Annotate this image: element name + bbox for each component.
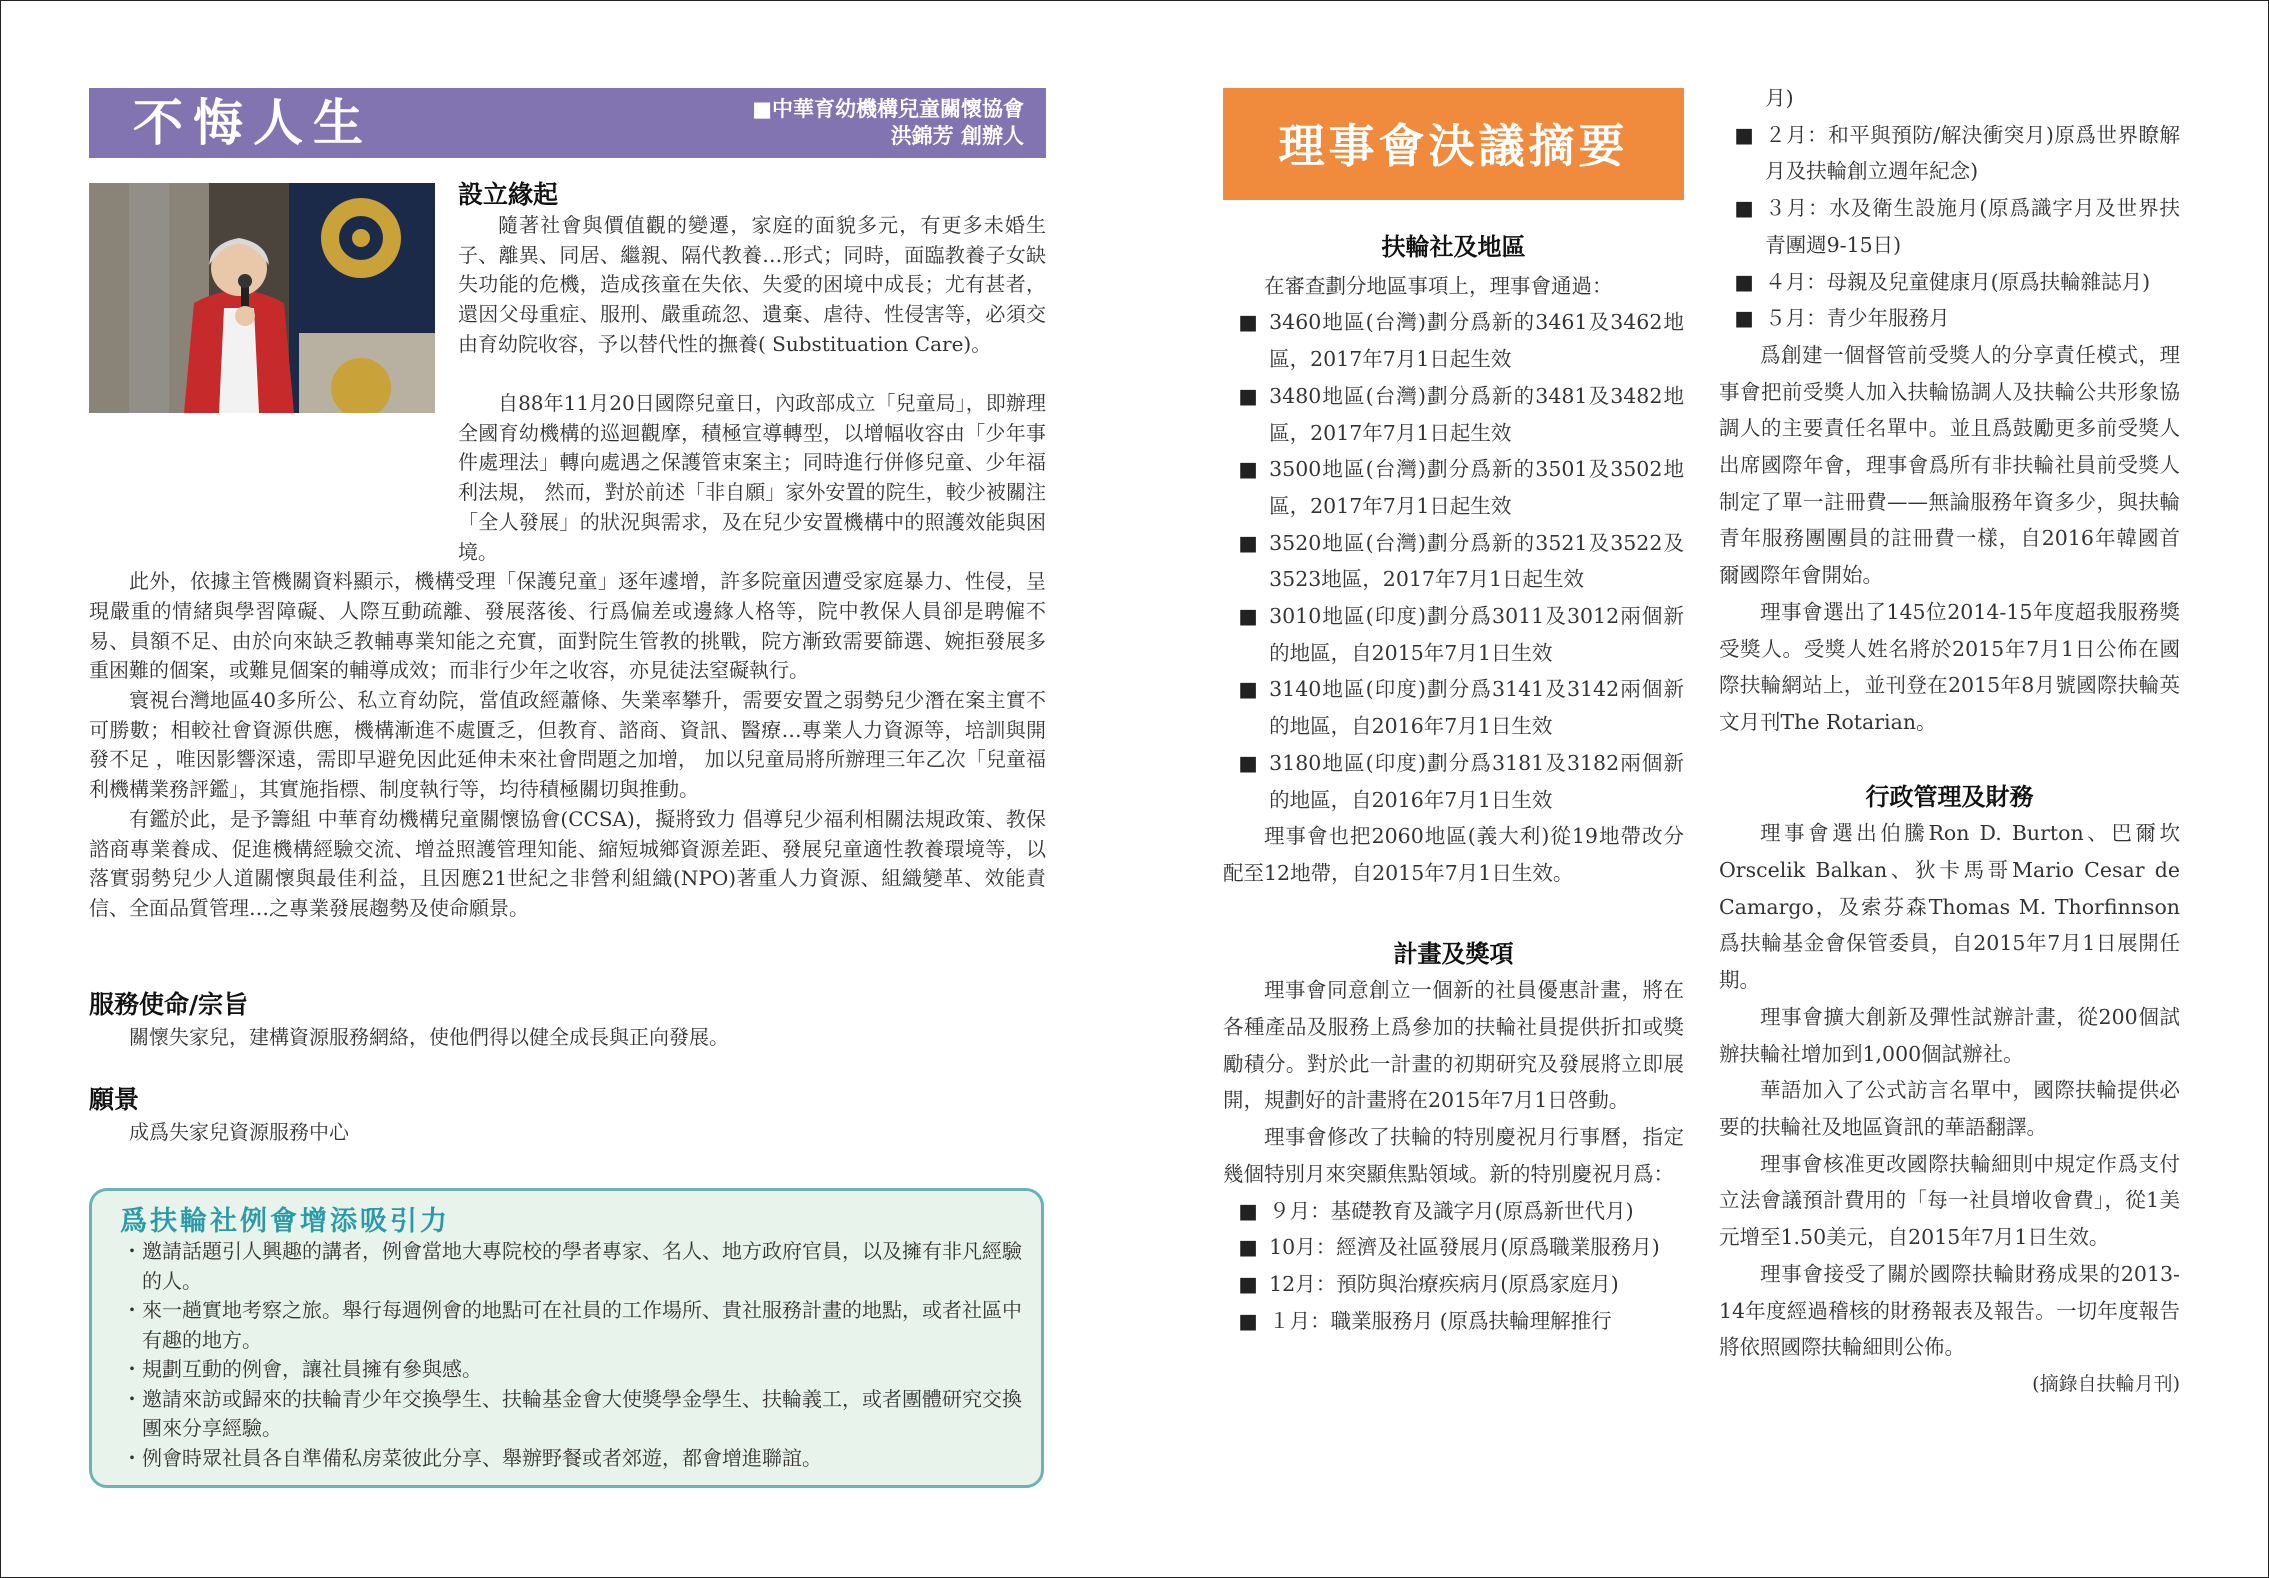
tips-title: 爲扶輪社例會增添吸引力 — [120, 1206, 450, 1237]
para-alumni: 爲創建一個督管前受獎人的分享責任模式，理事會把前受獎人加入扶輪協調人及扶輪公共形象協調人的主要責任名單中。並且爲鼓勵更多前受獎人出席國際年會，理事會爲所有非扶輪社員前受獎人制定了單一註冊費——無論服務年資多少，與扶輪青年服務團團員的註冊費一樣，自2016年韓國首爾國際年會開始。 — [1719, 342, 2180, 588]
tip-item: ・來一趟實地考察之旅。舉行每週例會的地點可在社員的工作場所、貴社服務計畫的地點，或者社區中有趣的地方。 — [122, 1298, 1022, 1352]
para-district-2060: 理事會也把2060地區(義大利)從19地帶改分配至12地帶，自2015年7月1日生效。 — [1223, 824, 1684, 885]
tip-item: ・邀請話題引人興趣的講者，例會當地大專院校的學者專家、名人、地方政府官員，以及擁有非凡經驗的人。 — [122, 1239, 1022, 1293]
month-item: ■ ４月：母親及兒童健康月(原爲扶輪雜誌月) — [1719, 264, 2180, 301]
tip-item: ・例會時眾社員各自準備私房菜彼此分享、舉辦野餐或者郊遊，都會增進聯誼。 — [122, 1445, 822, 1470]
board-column-2 — [1719, 80, 2180, 1403]
subheading-programs-awards: 計畫及獎項 — [1393, 939, 1514, 968]
author-block — [752, 96, 1024, 150]
tip-item: ・邀請來訪或歸來的扶輪青少年交換學生、扶輪基金會大使獎學金學生、扶輪義工，或者團體研究交換團來分享經驗。 — [122, 1386, 1022, 1440]
para-per-capita-fee: 理事會核准更改國際扶輪細則中規定作爲支付立法會議預計費用的「每一社員增收會費」，從1美元增至1.50美元，自2015年7月1日生效。 — [1719, 1151, 2180, 1250]
board-column-1 — [1223, 229, 1684, 1339]
month-item-continued: 月) — [1765, 86, 1794, 110]
para-origin-4: 寰視台灣地區40多所公、私立育幼院，當值政經蕭條、失業率攀升，需要安置之弱勢兒少潛在案主實不可勝數；相較社會資源供應，機構漸進不處匱乏，但教育、諮商、資訊、醫療…專業人力資源等，培訓與開發不足 ，唯因影響深遠，需即早避免因此延伸未來社會問題之加增， 加以兒童局將所辦理三年乙次「兒童福利機構業務評鑑」，其實施指標、制度執行等，均待積極關切與推動。 — [89, 688, 1046, 802]
para-service-award: 理事會選出了145位2014-15年度超我服務獎受獎人。受獎人姓名將於2015年7月1日公佈在國際扶輪網站上，並刊登在2015年8月號國際扶輪英文月刊The Rotarian。 — [1719, 599, 2180, 734]
district-item: ■ 3520地區(台灣)劃分爲新的3521及3522及3523地區，2017年7月1日起生效 — [1223, 525, 1684, 598]
para-origin-5: 有鑑於此，是予籌組 中華育幼機構兒童關懷協會(CCSA)，擬將致力 倡導兒少福利相關法規政策、教保諮商專業養成、促進機構經驗交流、增益照護管理知能、縮短城鄉資源差距、發展兒童適性教養環境等，以落實弱勢兒少人道關懷與最佳利益，且因應21世紀之非營利組織(NPO)著重人力資源、組織變革、效能責信、全面品質管理…之專業發展趨勢及使命願景。 — [89, 806, 1046, 920]
district-item: ■ 3180地區(印度)劃分爲3181及3182兩個新的地區，自2016年7月1日生效 — [1223, 745, 1684, 818]
left-title-banner — [89, 88, 1046, 158]
para-member-benefit: 理事會同意創立一個新的社員優惠計畫，將在各種產品及服務上爲參加的扶輪社員提供折扣或獎勵積分。對於此一計畫的初期研究及發展將立即展開，規劃好的計畫將在2015年7月1日啓動。 — [1223, 978, 1684, 1113]
org-name: ■中華育幼機構兒童關懷協會 — [752, 97, 1024, 121]
district-item: ■ 3140地區(印度)劃分爲3141及3142兩個新的地區，自2016年7月1日生效 — [1223, 671, 1684, 744]
vision-text: 成爲失家兒資源服務中心 — [129, 1120, 349, 1144]
heading-origin: 設立緣起 — [458, 180, 559, 209]
para-origin-2: 自88年11月20日國際兒童日，內政部成立「兒童局」，即辦理全國育幼機構的巡迴觀摩，積極宣導轉型，以增幅收容由「少年事件處理法」轉向處遇之保護管束案主；同時進行併修兒童、少年福利法規， 然而，對於前述「非自願」家外安置的院生，較少被關注「全人發展」的狀況與需求，及在兒少安置機構中的照護效能與困境。 — [458, 391, 1046, 564]
month-item: ■ １月：職業服務月 (原爲扶輪理解推行 — [1223, 1303, 1684, 1340]
district-item: ■ 3480地區(台灣)劃分爲新的3481及3482地區，2017年7月1日起生效 — [1223, 378, 1684, 451]
subheading-clubs-districts: 扶輪社及地區 — [1381, 233, 1526, 261]
month-item: ■ ９月：基礎教育及識字月(原爲新世代月) — [1223, 1193, 1684, 1230]
para-special-months: 理事會修改了扶輪的特別慶祝月行事曆，指定幾個特別月來突顯焦點領域。新的特別慶祝月爲： — [1223, 1125, 1684, 1186]
para-district-intro: 在審查劃分地區事項上，理事會通過： — [1264, 273, 1613, 298]
month-item: ■ 12月：預防與治療疾病月(原爲家庭月) — [1223, 1266, 1684, 1303]
right-article-title: 理事會決議摘要 — [1278, 119, 1629, 173]
mission-text: 關懷失家兒，建構資源服務網絡，使他們得以健全成長與正向發展。 — [129, 1025, 729, 1049]
para-origin-1: 隨著社會與價值觀的變遷，家庭的面貌多元，有更多未婚生子、離異、同居、繼親、隔代教養…形式；同時，面臨教養子女缺失功能的危機，造成孩童在失依、失愛的困境中成長；尤有甚者，還因父母重症、服刑、嚴重疏忽、遺棄、虐待、性侵害等，必須交由育幼院收容，予以替代性的撫養( Substituation Care)。 — [458, 213, 1046, 356]
tips-box — [89, 1188, 1044, 1488]
district-item: ■ 3460地區(台灣)劃分爲新的3461及3462地區，2017年7月1日起生效 — [1223, 304, 1684, 377]
district-item: ■ 3500地區(台灣)劃分爲新的3501及3502地區，2017年7月1日起生效 — [1223, 451, 1684, 524]
para-pilot: 理事會擴大創新及彈性試辦計畫，從200個試辦扶輪社增加到1,000個試辦社。 — [1719, 1004, 2180, 1066]
origin-body — [89, 389, 1046, 924]
subheading-admin-finance: 行政管理及財務 — [1865, 782, 2034, 811]
heading-vision: 願景 — [89, 1085, 140, 1114]
district-item: ■ 3010地區(印度)劃分爲3011及3012兩個新的地區，自2015年7月1日生效 — [1223, 598, 1684, 671]
para-financial-report: 理事會接受了關於國際扶輪財務成果的2013-14年度經過稽核的財務報表及報告。一切年度報告將依照國際扶輪細則公佈。 — [1719, 1261, 2180, 1360]
month-item: ■ ２月：和平與預防/解決衝突月)原爲世界瞭解月及扶輪創立週年紀念) — [1719, 117, 2180, 190]
left-article-title: 不悔人生 — [133, 94, 373, 152]
speaker-photo-illustration — [89, 183, 435, 413]
month-item: ■ ３月：水及衛生設施月(原爲識字月及世界扶青團週9-15日) — [1719, 190, 2180, 263]
month-item: ■ ５月：青少年服務月 — [1719, 300, 2180, 337]
para-origin-3: 此外，依據主管機關資料顯示，機構受理「保護兒童」逐年遽增，許多院童因遭受家庭暴力、性侵，呈現嚴重的情緒與學習障礙、人際互動疏離、發展落後、行爲偏差或邊緣人格等，院中教保人員卻是聘僱不易、員額不足、由於向來缺乏教輔專業知能之充實，面對院生管教的挑戰，院方漸致需要篩選、婉拒發展多重困難的個案，或難見個案的輔導成效；而非行少年之收容，亦見徒法窒礙執行。 — [89, 569, 1046, 683]
author-name: 洪錦芳 創辦人 — [890, 124, 1024, 148]
para-trustees: 理事會選出伯騰Ron D. Burton、巴爾坎Orscelik Balkan、狄卡馬哥Mario Cesar de Camargo，及索芬森Thomas M. Thorfinnson爲扶輪基金會保管委員，自2015年7月1日展開任期。 — [1719, 821, 2180, 993]
speaker-photo — [89, 183, 435, 413]
month-item: ■ 10月：經濟及社區發展月(原爲職業服務月) — [1223, 1229, 1684, 1266]
right-title-banner — [1223, 88, 1684, 200]
tip-item: ・規劃互動的例會，讓社員擁有參與感。 — [122, 1357, 482, 1381]
tips-list — [122, 1237, 1022, 1473]
para-chinese-language: 華語加入了公式訪言名單中，國際扶輪提供必要的扶輪社及地區資訊的華語翻譯。 — [1719, 1078, 2180, 1139]
heading-mission: 服務使命/宗旨 — [89, 990, 249, 1019]
source-note: (摘錄自扶輪月刊) — [2032, 1372, 2180, 1395]
